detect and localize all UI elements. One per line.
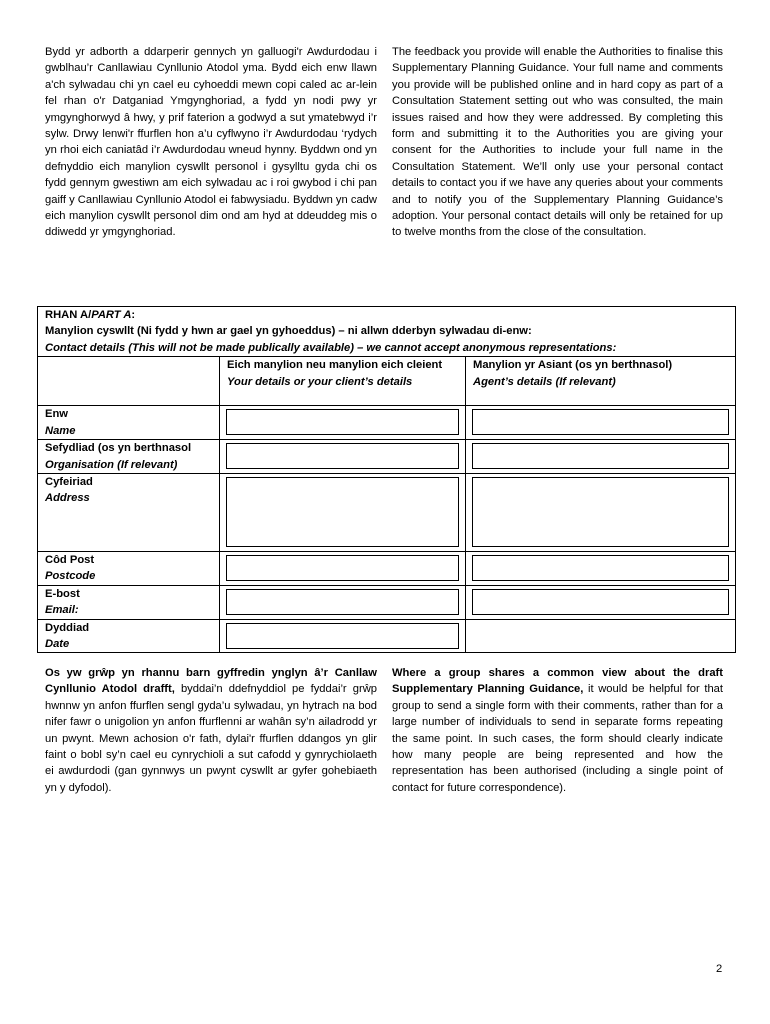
group-english-body: it would be helpful for that group to send a single form with their comments, rather than for a large number of individuals to send in separate forms repeating the same point. In such cases, the form should clearly indicate how many people are being represented and how the representation has been authorised (including a single point of contact for future correspondence). (392, 683, 723, 794)
group-welsh-body: byddai’n ddefnyddiol pe fyddai’r grŵp hwnnw yn anfon ffurflen sengl gyda’u sylwadau, yn hytrach na bod nifer fawr o unigolion yn anfon ffurflenni ar wahân sy’n ailadrodd yr un pwynt. Mewn achosion o'r fath, dylai'r ffurflen ddangos yn glir faint o bobl sy’n cael eu cynrychioli a sut cafodd y gynrychiolaeth ei awdurdodi (gan gynnwys un pwynt cyswllt ar gyfer gohebiaeth yn y dyfodol). (45, 683, 378, 794)
row-label-email: E-bost Email: (38, 585, 220, 619)
intro-english-paragraph: The feedback you provide will enable the Authorities to finalise this Supplementary Planning Guidance. Your full name and comments you provide will be published online and in hard copy as part of a Consultation Statement setting out who was consulted, the main issues raised and how they were addressed. By completing this form and submitting it to the Authorities you are giving your consent for the Authorities to include your full name in the Consultation Statement. We’ll only use your personal contact details to contact you if we have any queries about your comments and to notify you of the Supplementary Planning Guidance’s adoption. Your personal contact details will only be retained for up to twelve months from the close of the consultation. (392, 46, 723, 239)
organisation-field-yours[interactable] (226, 443, 459, 469)
name-field-agent[interactable] (472, 409, 729, 435)
group-english-paragraph (392, 665, 723, 796)
group-welsh-paragraph (45, 665, 377, 796)
row-label-address: Cyfeiriad Address (38, 474, 220, 552)
intro-welsh-paragraph: Bydd yr adborth a ddarperir gennych yn galluogi'r Awdurdodau i gwblhau’r Canllawiau Cynllunio Atodol yma. Bydd eich enw llawn a'ch sylwadau chi yn cael eu cyhoeddi mewn copi caled ac ar-lein fel rhan o'r Datganiad Ymgynghoriad, a fydd yn nodi pwy yr ymgynghorwyd â hwy, y prif faterion a godwyd a sut ymatebwyd i’r sylw. Drwy lenwi'r ffurflen hon a’u cyflwyno i’r Awdurdodau ‘rydych yn rhoi eich caniatâd i’r Awdurdodau wneud hynny. Byddwn ond yn defnyddio eich manylion cyswllt personol i gysylltu gyda chi os fydd gennym gwestiwn am eich sylwadau ac i roi gwybod i chi pan gaiff y Canllawiau Cynllunio Atodol ei fabwysiadu. Byddwn yn cadw eich manylion cyswllt personol dim ond am hyd at ddeuddeg mis o ddiwedd yr ymgynghoriad. (45, 46, 377, 239)
column-header-agent: Manylion yr Asiant (os yn berthnasol) Agent’s details (If relevant) (466, 357, 736, 406)
table-row (38, 406, 736, 440)
postcode-field-agent[interactable] (472, 555, 729, 581)
table-row (38, 552, 736, 586)
date-field[interactable] (226, 623, 459, 649)
row-label-date: Dyddiad Date (38, 619, 220, 653)
table-row (38, 440, 736, 474)
address-field-agent[interactable] (472, 477, 729, 547)
row-label-organisation: Sefydliad (os yn berthnasol Organisation (If relevant) (38, 440, 220, 474)
row-label-postcode: Côd Post Postcode (38, 552, 220, 586)
table-row (38, 619, 736, 653)
postcode-field-yours[interactable] (226, 555, 459, 581)
page-number: 2 (716, 963, 723, 975)
contact-details-form (37, 306, 736, 653)
name-field-yours[interactable] (226, 409, 459, 435)
table-row (38, 474, 736, 552)
row-label-name: Enw Name (38, 406, 220, 440)
part-a-heading-welsh: Manylion cyswllt (Ni fydd y hwn ar gael yn gyhoeddus) – ni allwn dderbyn sylwadau di-enw: (45, 325, 532, 338)
organisation-field-agent[interactable] (472, 443, 729, 469)
part-a-heading: RHAN A/PART A: Manylion cyswllt (Ni fydd y hwn ar gael yn gyhoeddus) – ni allwn dderbyn sylwadau di-enw: Contact details (This will not be made publically available) – we cannot accept anonymous representations: (38, 307, 736, 357)
part-a-label-english: PART A (91, 309, 132, 321)
table-row (38, 585, 736, 619)
email-field-agent[interactable] (472, 589, 729, 615)
header-empty-cell (38, 357, 220, 406)
group-english-lead: Where a group shares a common view about the draft Supplementary Planning Guidance, (392, 667, 723, 696)
column-header-yours: Eich manylion neu manylion eich cleient Your details or your client’s details (220, 357, 466, 406)
group-welsh-lead: Os yw grŵp yn rhannu barn gyffredin ynglyn â’r Canllaw Cynllunio Atodol drafft, (45, 667, 377, 696)
email-field-yours[interactable] (226, 589, 459, 615)
address-field-yours[interactable] (226, 477, 459, 547)
date-empty-cell (466, 619, 736, 653)
part-a-heading-english: Contact details (This will not be made publically available) – we cannot accept anonymous representations: (45, 341, 617, 354)
part-a-label-welsh: RHAN A/ (45, 309, 92, 321)
